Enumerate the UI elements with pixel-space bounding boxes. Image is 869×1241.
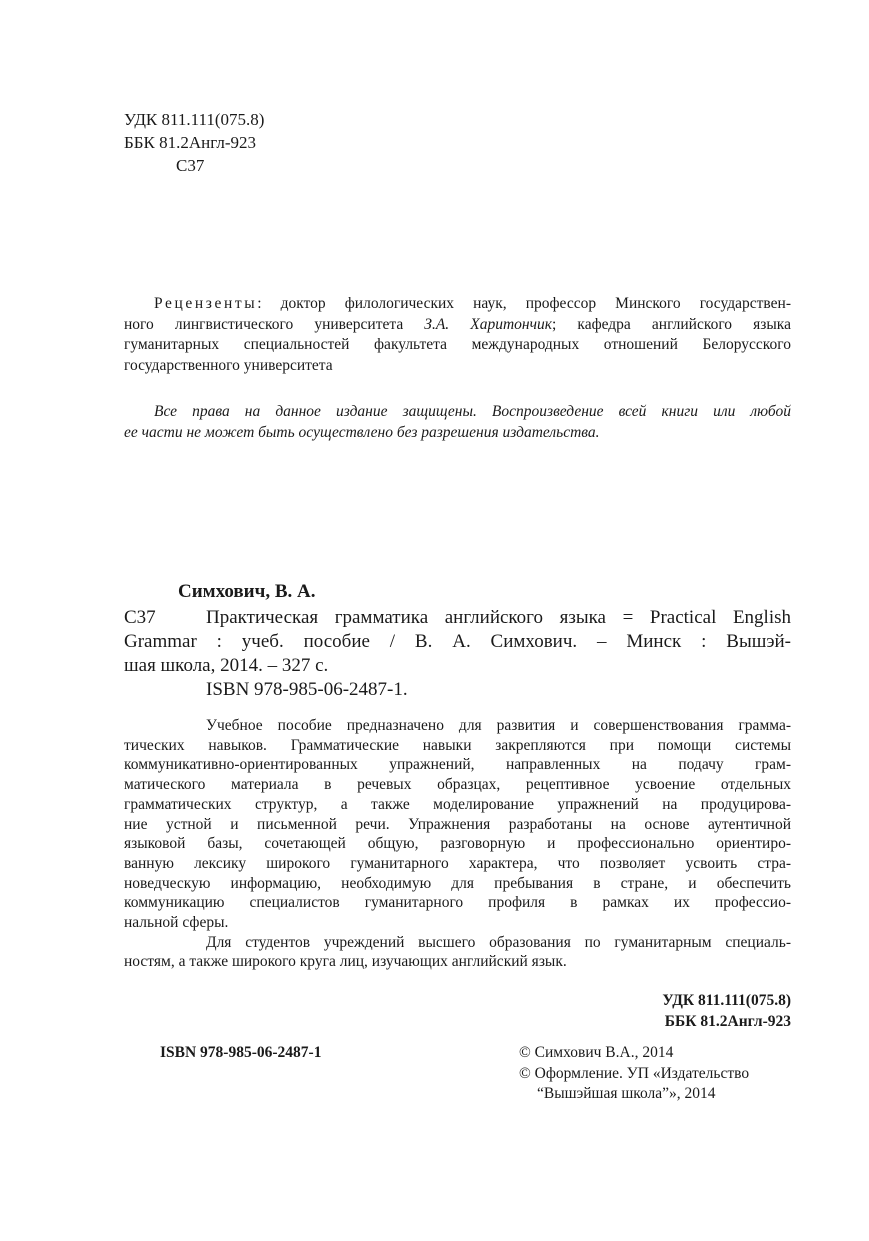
copyright-author: © Симхович В.А., 2014 xyxy=(519,1044,674,1061)
author-sign: С37 xyxy=(176,156,205,175)
classification-top xyxy=(124,108,264,177)
annotation-line: коммуникативно-ориентированных упражнений, направленных на подачу грам- xyxy=(124,756,791,774)
copyright-publisher: “Вышэйшая школа”», 2014 xyxy=(537,1085,716,1102)
annotation-line: матического материала в речевых образцах, рецептивное усвоение отдельных xyxy=(124,776,791,794)
annotation-line: ванную лексику широкого гуманитарного характера, что позволяет усвоить стра- xyxy=(124,854,791,872)
bbk-code-bottom: ББК 81.2Англ-923 xyxy=(664,1013,791,1030)
copyright-design: © Оформление. УП «Издательство xyxy=(519,1064,750,1082)
annotation-line: ние устной и письменной речи. Упражнения разработаны на основе аутентичной xyxy=(124,815,791,833)
annotation-line: языковой базы, сочетающей общую, разговорную и профессионально ориентиро- xyxy=(124,835,791,853)
record-line-3: шая школа, 2014. – 327 с. xyxy=(124,655,329,676)
reviewers-line-2: ного лингвистического университета З.А. Харитончик; кафедра английского языка xyxy=(124,315,791,333)
annotation-line: грамматических структур, а также моделирование упражнений на продуцирова- xyxy=(124,795,791,813)
reviewers-line-4: государственного университета xyxy=(124,356,333,374)
annotation-line: ностям, а также широкого круга лиц, изучающих английский язык. xyxy=(124,953,567,971)
rights-notice xyxy=(124,402,791,443)
bbk-code: ББК 81.2Англ-923 xyxy=(124,133,256,152)
reviewers-line-3: гуманитарных специальностей факультета международных отношений Белорусского xyxy=(124,336,791,353)
isbn-bottom: ISBN 978-985-06-2487-1 xyxy=(160,1044,322,1061)
reviewers-section xyxy=(124,294,791,376)
record-isbn: ISBN 978-985-06-2487-1. xyxy=(206,679,408,700)
udk-code-bottom: УДК 811.111(075.8) xyxy=(662,992,791,1009)
record-code: С37 xyxy=(124,607,156,628)
annotation-line: коммуникацию специалистов гуманитарного профиля в рамках их профессио- xyxy=(124,894,791,912)
udk-code: УДК 811.111(075.8) xyxy=(124,110,265,129)
record-author: Симхович, В. А. xyxy=(178,581,316,602)
classification-bottom xyxy=(662,990,791,1032)
rights-line-1: Все права на данное издание защищены. Воспроизведение всей книги или любой xyxy=(154,403,791,420)
record-line-2: Grammar : учеб. пособие / В. А. Симхович. – Минск : Вышэй- xyxy=(124,631,791,652)
rights-line-2: ее части не может быть осуществлено без разрешения издательства. xyxy=(124,423,600,441)
reviewer-name: З.А. Харитончик xyxy=(424,315,553,333)
annotation-line: новедческую информацию, необходимую для пребывания в стране, и обеспечить xyxy=(124,874,791,892)
reviewers-label: Рецензенты xyxy=(154,295,258,312)
annotation-line: тических навыков. Грамматические навыки закрепляются при помощи системы xyxy=(124,736,791,754)
annotation-line: Учебное пособие предназначено для развития и совершенствования грамма- xyxy=(206,717,791,734)
record-line-1: Практическая грамматика английского языка = Practical English xyxy=(206,607,791,628)
annotation-line: нальной сферы. xyxy=(124,914,229,932)
annotation xyxy=(124,716,791,972)
reviewers-line-1: Рецензенты: доктор филологических наук, профессор Минского государствен- xyxy=(154,295,791,312)
annotation-line: Для студентов учреждений высшего образования по гуманитарным специаль- xyxy=(206,933,791,951)
copyright-block xyxy=(519,1043,749,1105)
